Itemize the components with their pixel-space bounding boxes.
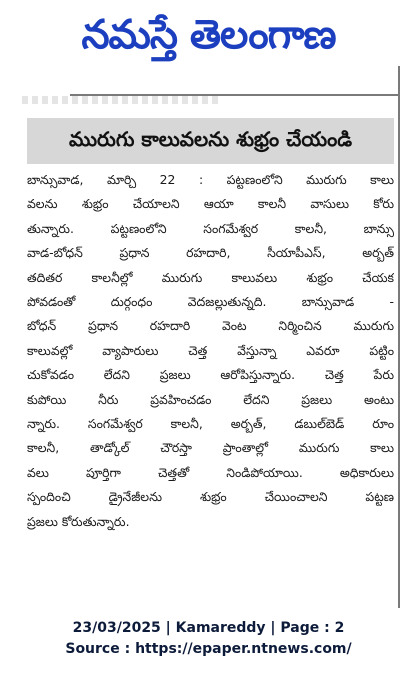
- article-line: వలు పూర్తిగా చెత్తతో నిండిపోయాయి. అధికారులు: [27, 464, 394, 480]
- article-body: [27, 168, 394, 534]
- edition-dateline: 23/03/2025 | Kamareddy | Page : 2: [72, 620, 345, 636]
- source-link[interactable]: Source : https://epaper.ntnews.com/: [65, 641, 352, 657]
- article-line: పోవడంతో దుర్గంధం వెదజల్లుతున్నది. బాన్సువాడ -: [27, 294, 394, 310]
- article-line: కుపోయి నీరు ప్రవహించడం లేదని ప్రజలు అంటు: [27, 391, 394, 407]
- article-line: వాడ-బోధన్ ప్రధాన రహదారి, సీయాపీఎస్, అర్బత్: [27, 245, 394, 261]
- article-line: ప్రజలు కోరుతున్నారు.: [27, 513, 130, 529]
- article-line: బోధన్ ప్రధాన రహదారి వెంట నిర్మించిన మురుగు: [27, 318, 394, 334]
- article-line: కాలువల్లో వ్యాపారులు చెత్త వేస్తున్నా ఎవరూ పట్టిం: [27, 342, 394, 358]
- headline-box: [27, 118, 394, 164]
- article-line: స్పందించి డ్రైనేజీలను శుభ్రం చేయించాలని పట్టణ: [27, 489, 394, 505]
- column-divider-right: [398, 66, 400, 608]
- article-line: కాలనీ, తాడ్కోల్ చౌరస్తా ప్రాంతాల్లో మురుగు కాలు: [27, 440, 394, 456]
- article-line: న్నారు. సంగమేశ్వర కాలనీ, అర్బత్, డబుల్‌బెడ్ రూం: [27, 416, 394, 432]
- newspaper-masthead: నమస్తే తెలంగాణ: [81, 12, 336, 58]
- article-line: తదితర కాలనీల్లో మురుగు కాలువలు శుభ్రం చేయక: [27, 269, 394, 285]
- article-line: చుకోవడం లేదని ప్రజలు ఆరోపిస్తున్నారు. చెత్త పేరు: [27, 367, 394, 383]
- article-headline: మురుగు కాలువలను శుభ్రం చేయండి: [68, 126, 353, 151]
- clipping-footer: [0, 618, 417, 660]
- article-line: బాన్సువాడ, మార్చి 22 : పట్టణంలోని మురుగు కాలు: [27, 172, 394, 187]
- article-line: తున్నారు. పట్టణంలోని సంగమేశ్వర కాలనీ, బాన్సు: [27, 220, 394, 236]
- clipped-previous-article-strip: [22, 96, 222, 104]
- article-line: వలను శుభ్రం చేయాలని ఆయా కాలనీ వాసులు కోరు: [27, 196, 394, 212]
